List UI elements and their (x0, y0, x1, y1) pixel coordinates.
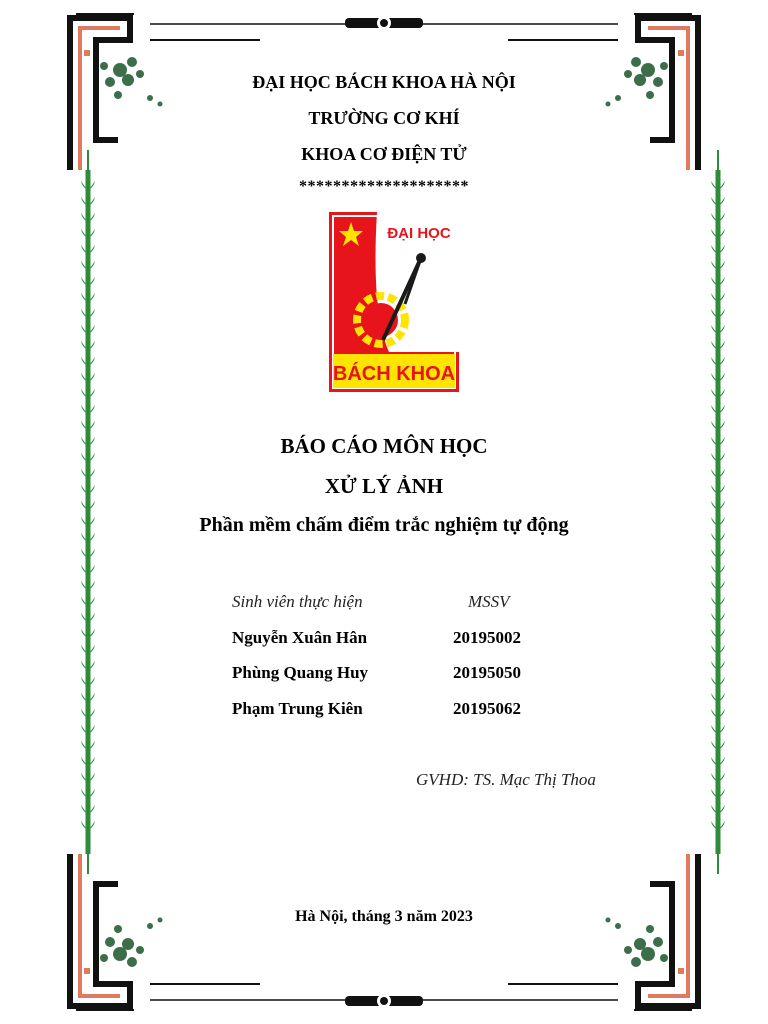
student-id-3: 20195062 (453, 699, 521, 718)
students-header-name: Sinh viên thực hiện (232, 592, 363, 611)
report-line-3: Phần mềm chấm điểm trắc nghiệm tự động (199, 514, 569, 536)
faculty-name: KHOA CƠ ĐIỆN TỬ (301, 144, 467, 164)
university-name: ĐẠI HỌC BÁCH KHOA HÀ NỘI (252, 72, 516, 92)
footer-date: Hà Nội, tháng 3 năm 2023 (295, 908, 473, 925)
student-name-3: Phạm Trung Kiên (232, 699, 363, 718)
student-name-1: Nguyễn Xuân Hân (232, 628, 368, 647)
report-line-2: XỬ LÝ ẢNH (324, 474, 444, 498)
student-id-1: 20195002 (453, 628, 521, 647)
university-logo (329, 212, 459, 392)
report-line-1: BÁO CÁO MÔN HỌC (280, 434, 488, 458)
student-name-2: Phùng Quang Huy (232, 663, 369, 682)
stars-divider: ******************** (299, 178, 469, 195)
students-header-id: MSSV (468, 592, 510, 611)
advisor: GVHD: TS. Mạc Thị Thoa (416, 770, 596, 789)
student-id-2: 20195050 (453, 663, 521, 682)
school-name: TRƯỜNG CƠ KHÍ (308, 108, 460, 128)
logo-bottom-text: BÁCH KHOA (332, 363, 456, 385)
logo-top-text: ĐẠI HỌC (387, 225, 451, 242)
